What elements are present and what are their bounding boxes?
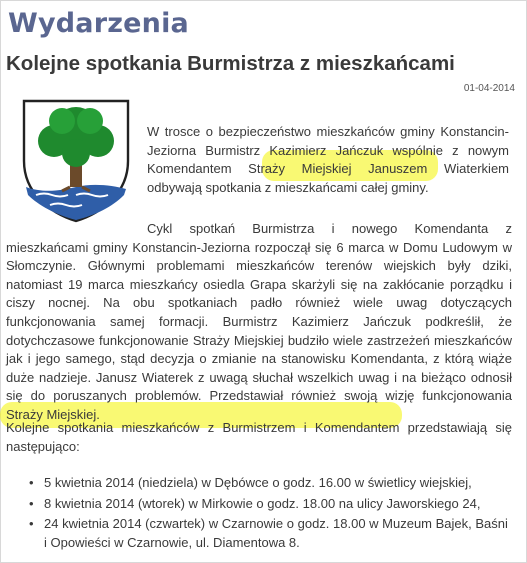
coat-of-arms-image — [16, 95, 136, 225]
article-paragraph-text: Cykl spotkań Burmistrza i nowego Komendanta z mieszkańcami gminy Konstancin-Jeziorna rozpoczął się 6 marca w Domu Ludowym w Słomczynie. Głównymi problemami mieszkańców terenów wiejskich były dziki, natomiast 19 marca mieszkańcy osiedla Grapa skarżyli się na zakłócanie porządku i ciszy nocnej. Na obu spotkaniach padło również wiele uwag dotyczących funkcjonowania samej formacji. Burmistrz Kazimierz Jańczuk podkreślił, że dotychczasowe funkcjonowanie Straży Miejskiej budziło wiele zastrzeżeń mieszkańców jak i jego samego, stąd decyzja o zmianie na stanowisku Komendanta, z którą wiąże duże nadzieje. Janusz Wiaterek z uwagą słuchał wszelkich uwag i na bieżąco odnosił się do poruszanych problemów. Przedstawiał również swoją wizję funkcjonowania Straży Miejskiej. — [6, 221, 512, 422]
event-text: 5 kwietnia 2014 (niedziela) w Dębówce o godz. 16.00 w świetlicy wiejskiej, — [44, 475, 472, 490]
bullet: • — [29, 475, 34, 490]
section-title: Wydarzenia — [8, 8, 189, 39]
event-list — [26, 474, 514, 554]
event-text: 8 kwietnia 2014 (wtorek) w Mirkowie o godz. 18.00 na ulicy Jaworskiego 24, — [44, 495, 481, 511]
event-text: 24 kwietnia 2014 (czwartek) w Czarnowie o godz. 18.00 w Muzeum Bajek, Baśni i Opowieści w Czarnowie, ul. Diamentowa 8. — [44, 516, 508, 550]
article-paragraph: W trosce o bezpieczeństwo mieszkańców gminy Konstancin-Jeziorna Burmistrz Kazimierz Jańczuk wspólnie z nowym Komendantem Straży Miejskiej Januszem Wiaterkiem odbywają spotkania z mieszkańcami całej gminy. — [147, 124, 509, 195]
article-date: 01-04-2014 — [463, 83, 515, 94]
article-paragraph — [6, 220, 512, 425]
list-item — [26, 474, 514, 493]
bullet: • — [29, 516, 34, 532]
list-item — [26, 495, 514, 514]
bullet: • — [29, 495, 34, 511]
article-title[interactable]: Kolejne spotkania Burmistrza z mieszkańcami — [6, 52, 455, 75]
article-paragraph: Kolejne spotkania mieszkańców z Burmistrzem i Komendantem przedstawiają się następująco: — [6, 420, 512, 454]
list-item — [26, 515, 514, 552]
